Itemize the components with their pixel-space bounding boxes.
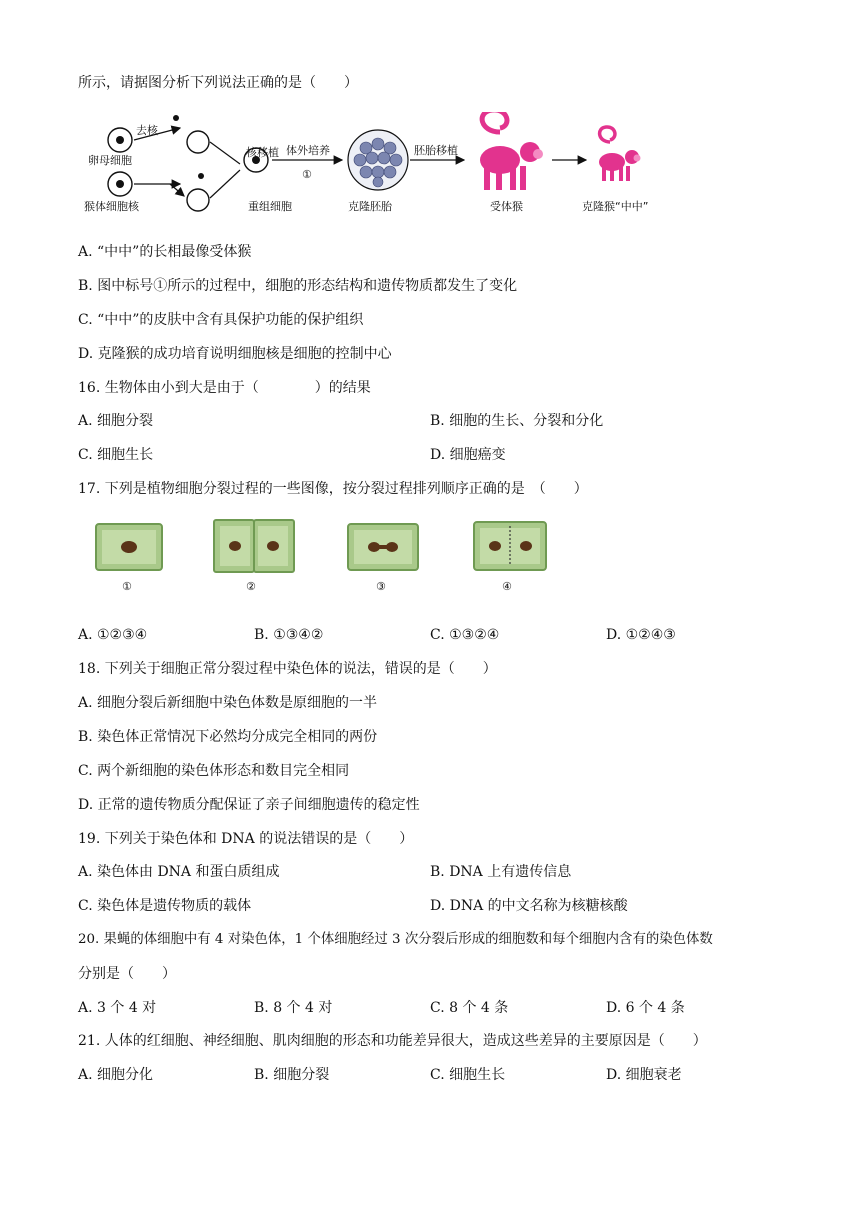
q17-option-c: C. ①③②④ bbox=[430, 627, 500, 643]
q17-option-b: B. ①③④② bbox=[254, 627, 324, 643]
q16-stem: 16. 生物体由小到大是由于（ ）的结果 bbox=[78, 380, 371, 396]
culture-label: 体外培养 bbox=[286, 144, 330, 157]
recipient-label: 受体猴 bbox=[490, 200, 523, 213]
q19-option-a: A. 染色体由 DNA 和蛋白质组成 bbox=[78, 864, 280, 880]
cell-1-icon bbox=[96, 524, 162, 570]
q21-option-b: B. 细胞分裂 bbox=[254, 1067, 330, 1083]
q18-option-d: D. 正常的遗传物质分配保证了亲子间细胞遗传的稳定性 bbox=[78, 797, 420, 813]
q20-option-d: D. 6 个 4 条 bbox=[606, 1000, 685, 1016]
remove-nucleus-label: 去核 bbox=[136, 124, 158, 137]
cloned-embryo-label: 克隆胚胎 bbox=[348, 200, 392, 213]
cell-division-figure bbox=[90, 518, 570, 598]
cloning-diagram bbox=[80, 112, 700, 224]
q20-option-c: C. 8 个 4 条 bbox=[430, 1000, 509, 1016]
cloned-monkey-icon bbox=[599, 127, 641, 181]
q17-option-d: D. ①②④③ bbox=[606, 627, 676, 643]
cloned-embryo-icon bbox=[348, 130, 408, 190]
nuclear-transfer-label: 核移植 bbox=[246, 146, 279, 159]
q17-option-a: A. ①②③④ bbox=[78, 627, 148, 643]
donor-nucleus-dot bbox=[198, 173, 204, 179]
q20-stem-line2: 分别是（ ） bbox=[78, 966, 176, 982]
q17-stem: 17. 下列是植物细胞分裂过程的一些图像，按分裂过程排列顺序正确的是 （ ） bbox=[78, 481, 588, 497]
q19-option-c: C. 染色体是遗传物质的载体 bbox=[78, 898, 252, 914]
question-15-intro: 所示，请据图分析下列说法正确的是（ ） bbox=[78, 75, 358, 91]
egg-cell-label: 卵母细胞 bbox=[88, 154, 132, 167]
cell-4-icon bbox=[474, 522, 546, 570]
cell-3-label: ③ bbox=[376, 580, 386, 593]
q20-option-b: B. 8 个 4 对 bbox=[254, 1000, 333, 1016]
q16-option-c: C. 细胞生长 bbox=[78, 447, 154, 463]
cell-2-label: ② bbox=[246, 580, 256, 593]
q15-option-a: A. “中中”的长相最像受体猴 bbox=[78, 244, 252, 260]
egg-cell-icon bbox=[108, 128, 132, 152]
removed-nucleus-dot bbox=[173, 115, 179, 121]
cell-3-icon bbox=[348, 524, 418, 570]
q16-option-a: A. 细胞分裂 bbox=[78, 413, 154, 429]
cell-4-label: ④ bbox=[502, 580, 512, 593]
q19-option-b: B. DNA 上有遗传信息 bbox=[430, 864, 572, 880]
q18-option-c: C. 两个新细胞的染色体形态和数目完全相同 bbox=[78, 763, 350, 779]
cloning-figure bbox=[80, 112, 700, 224]
q21-stem: 21. 人体的红细胞、神经细胞、肌肉细胞的形态和功能差异很大，造成这些差异的主要原因是（ ） bbox=[78, 1033, 707, 1049]
q15-option-c: C. “中中”的皮肤中含有具保护功能的保护组织 bbox=[78, 312, 364, 328]
q20-stem-line1: 20. 果蝇的体细胞中有 4 对染色体，1 个体细胞经过 3 次分裂后形成的细胞数和每个细胞内含有的染色体数 bbox=[78, 932, 713, 947]
q20-option-a: A. 3 个 4 对 bbox=[78, 1000, 157, 1016]
cell-2-icon bbox=[214, 520, 294, 572]
q19-option-d: D. DNA 的中文名称为核糖核酸 bbox=[430, 898, 628, 914]
somatic-nucleus-label: 猴体细胞核 bbox=[84, 200, 139, 213]
cloned-monkey-label: 克隆猴“中中” bbox=[582, 200, 649, 213]
q21-option-d: D. 细胞衰老 bbox=[606, 1067, 682, 1083]
q21-option-c: C. 细胞生长 bbox=[430, 1067, 506, 1083]
q16-option-b: B. 细胞的生长、分裂和分化 bbox=[430, 413, 604, 429]
somatic-cell-icon bbox=[108, 172, 132, 196]
recipient-monkey-icon bbox=[480, 112, 543, 190]
q15-option-b: B. 图中标号①所示的过程中，细胞的形态结构和遗传物质都发生了变化 bbox=[78, 278, 518, 294]
q15-option-d: D. 克隆猴的成功培育说明细胞核是细胞的控制中心 bbox=[78, 346, 392, 362]
step-1-mark: ① bbox=[302, 168, 312, 181]
embryo-transfer-label: 胚胎移植 bbox=[414, 144, 458, 157]
cell-division-diagram bbox=[90, 518, 570, 598]
cell-1-label: ① bbox=[122, 580, 132, 593]
recombined-cell-label: 重组细胞 bbox=[248, 200, 292, 213]
q18-option-b: B. 染色体正常情况下必然均分成完全相同的两份 bbox=[78, 729, 378, 745]
q21-option-a: A. 细胞分化 bbox=[78, 1067, 154, 1083]
q16-option-d: D. 细胞癌变 bbox=[430, 447, 506, 463]
q18-stem: 18. 下列关于细胞正常分裂过程中染色体的说法，错误的是（ ） bbox=[78, 661, 497, 677]
cell-body-icon bbox=[187, 189, 209, 211]
q18-option-a: A. 细胞分裂后新细胞中染色体数是原细胞的一半 bbox=[78, 695, 378, 711]
enucleated-egg-icon bbox=[187, 131, 209, 153]
q19-stem: 19. 下列关于染色体和 DNA 的说法错误的是（ ） bbox=[78, 831, 414, 847]
